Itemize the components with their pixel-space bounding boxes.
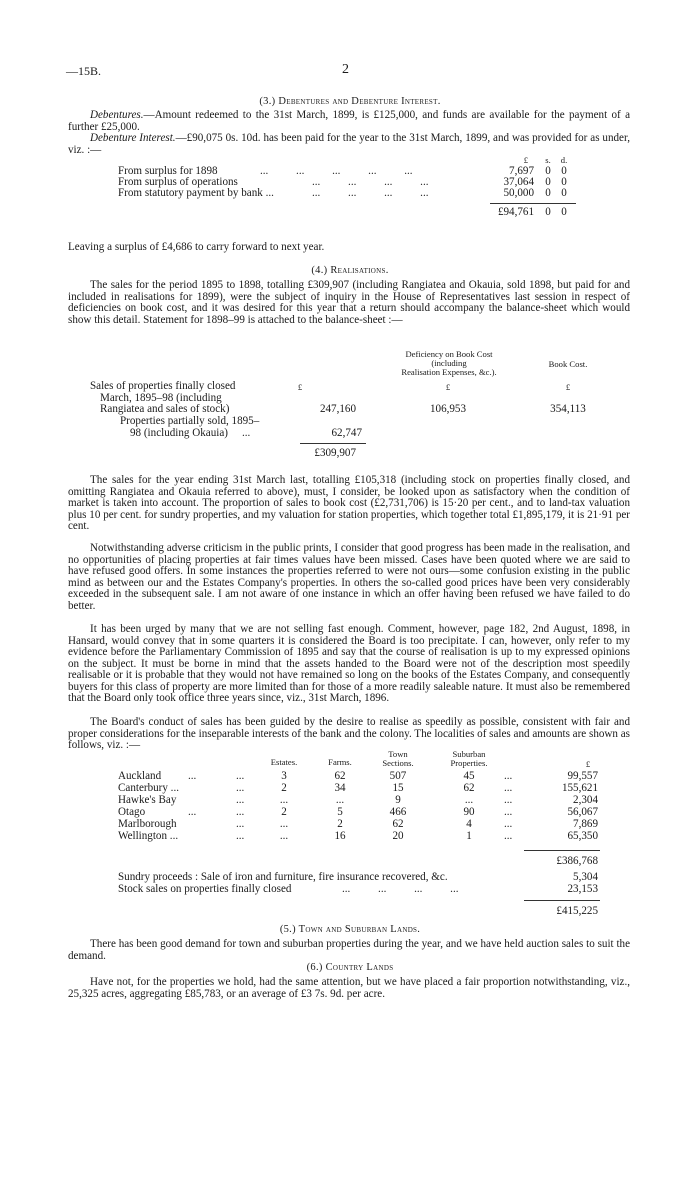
- pound-sign: £: [445, 382, 451, 392]
- pound-sign: £: [565, 382, 571, 392]
- divider: [490, 203, 576, 204]
- cell-value: 247,160: [319, 403, 356, 415]
- sundry-proceeds-value: 5,304: [573, 871, 598, 883]
- table-row: Hawke's Bay ... ... ... 9 ... ... 2,304: [118, 794, 598, 806]
- paragraph-debenture-interest: Debenture Interest.—£90,075 0s. 10d. has been paid for the year to the 31st March, 1899, and was provided for as under, viz. :—: [68, 132, 630, 156]
- table-row: Auckland ... ... 3 62 507 45 ... 99,557: [118, 770, 598, 782]
- sundry-proceeds-label: Sundry proceeds : Sale of iron and furniture, fire insurance recovered, &c.: [118, 871, 448, 883]
- cell-value: 62,747: [331, 427, 362, 439]
- col-head-suburban: Suburban Properties.: [450, 749, 488, 768]
- col-head-estates: Estates.: [270, 757, 298, 767]
- page-number: 2: [342, 62, 349, 77]
- col-head-shillings: s.: [545, 155, 551, 165]
- heading-town-suburban: (5.) Town and Suburban Lands.: [279, 924, 421, 935]
- realisations-table: [68, 346, 630, 466]
- pound-sign: £: [297, 382, 303, 392]
- paragraph-sales-year: The sales for the year ending 31st March last, totalling £105,318 (including stock on properties finally closed, and omitting Rangiatea and Okauia referred to above), must, I consider, be looked upon as satisfactory when the condition of market is taken into account. The proportion of sales to book cost (£2,731,706) is 15·20 per cent., and to land-tax valuation plus 10 per cent. for sundry properties, and my valuation for station properties, which together total £1,895,179, it is 21·91 per cent.: [68, 474, 630, 532]
- col-head-book-cost: Book Cost.: [548, 359, 588, 369]
- table-row-label: Properties partially sold, 1895– 98 (including Okauia) ...: [120, 415, 260, 439]
- heading-debentures: (3.) Debentures and Debenture Interest.: [259, 96, 441, 107]
- cell-value: 354,113: [550, 403, 586, 415]
- paragraph-board-conduct: The Board's conduct of sales has been guided by the desire to realise as speedily as possible, consistent with fair and proper considerations for the inseparable interests of the bank and the colony. The localities of sales and amounts are shown as follows, viz. :—: [68, 716, 630, 751]
- stock-sales-leader: ... ... ... ...: [342, 883, 459, 895]
- table-row: Marlborough ... ... 2 62 4 ... 7,869: [118, 818, 598, 830]
- paragraph-town-suburban: There has been good demand for town and suburban properties during the year, and we have held auction sales to suit the demand.: [68, 938, 630, 962]
- paragraph-debentures: Debentures.—Amount redeemed to the 31st March, 1899, is £125,000, and funds are available for the payment of a further £25,000.: [68, 109, 630, 133]
- table-row: Wellington ... ... ... 16 20 1 ... 65,350: [118, 830, 598, 842]
- divider: [524, 850, 600, 851]
- col-head-pounds: £: [523, 155, 528, 165]
- col-head-farms: Farms.: [328, 757, 352, 767]
- subtotal: £386,768: [556, 855, 598, 867]
- table-row: Canterbury ... ... 2 34 15 62 ... 155,621: [118, 782, 598, 794]
- stock-sales-value: 23,153: [567, 883, 598, 895]
- heading-country-lands: (6.) Country Lands: [306, 962, 394, 973]
- col-head-pence: d.: [560, 155, 568, 165]
- col-head-deficiency: Deficiency on Book Cost (including Realisation Expenses, &c.).: [401, 349, 497, 377]
- grand-total: £415,225: [556, 905, 598, 917]
- paragraph-hansard: It has been urged by many that we are not selling fast enough. Comment, however, page 182, 2nd August, 1898, in Hansard, would convey that in some quarters it is considered the Board is too precipitate. I can, however, only refer to my evidence before the Parliamentary Commission of 1895 and say that the course of realisation is up to my expressed opinions on the subject. It must be borne in mind that the assets handed to the Board were not of the description most speedily realisable or it is probable that they would not have remained so long on the books of the Estates Company, and consequently buyers for this class of property are more limited than for those of a more readily saleable nature. It must also be remembered that the Board only took office three years since, viz., 31st March, 1896.: [68, 623, 630, 704]
- paragraph-surplus: Leaving a surplus of £4,686 to carry forward to next year.: [68, 241, 325, 253]
- table-row: Otago ... ... 2 5 466 90 ... 56,067: [118, 806, 598, 818]
- divider: [300, 443, 366, 444]
- stock-sales-label: Stock sales on properties finally closed: [118, 883, 292, 895]
- cell-value: 106,953: [429, 403, 467, 415]
- paragraph-realisations-intro: The sales for the period 1895 to 1898, totalling £309,907 (including Rangiatea and Okauia, sold 1898, but paid for and included in realisations for 1899), were the subject of inquiry in the House of Representatives last session in respect of deficiencies on book cost, and it was desired for this year that a return should accompany the balance-sheet which would show this detail. Statement for 1898–99 is attached to the balance-sheet :—: [68, 279, 630, 326]
- col-head-pounds: £: [585, 759, 591, 769]
- col-head-town: Town Sections.: [382, 749, 414, 768]
- localities-table: [68, 750, 630, 1050]
- heading-realisations: (4.) Realisations.: [311, 265, 389, 276]
- divider: [524, 900, 600, 901]
- paragraph-progress: Notwithstanding adverse criticism in the public prints, I consider that good progress has been made in the realisation, and no opportunities of placing properties at fair times values have been missed. Cases have been quoted where we are said to have refused good offers. In some instances the properties referred to were not ours—some confusion existing in the public mind as between our and the Estates Company's properties. In others the so-called good prices have been very considerably exceeded in the subsequent sale. I am not aware of one instance in which an offer having been refused we have failed to do better.: [68, 542, 630, 612]
- page-section-code: —15B.: [66, 64, 102, 78]
- paragraph-country-lands: Have not, for the properties we hold, had the same attention, but we have placed a fair proportion notwithstanding, viz., 25,325 acres, aggregating £85,783, or an average of £3 7s. 9d. per acre.: [68, 976, 630, 1000]
- table-row-label: Sales of properties finally closed March, 1895–98 (including Rangiatea and sales of stock): [90, 380, 236, 415]
- table-total: £309,907: [314, 447, 356, 459]
- interest-table: £ s. d. From surplus for 1898 ... ... ... ... ... 7,697 0 0 From surplus of operations ... ... ... ... 37,064 0 0 From statutory payment by bank ... ... ... ... ... 50,000 0 0 £94,761 0 0: [90, 155, 610, 219]
